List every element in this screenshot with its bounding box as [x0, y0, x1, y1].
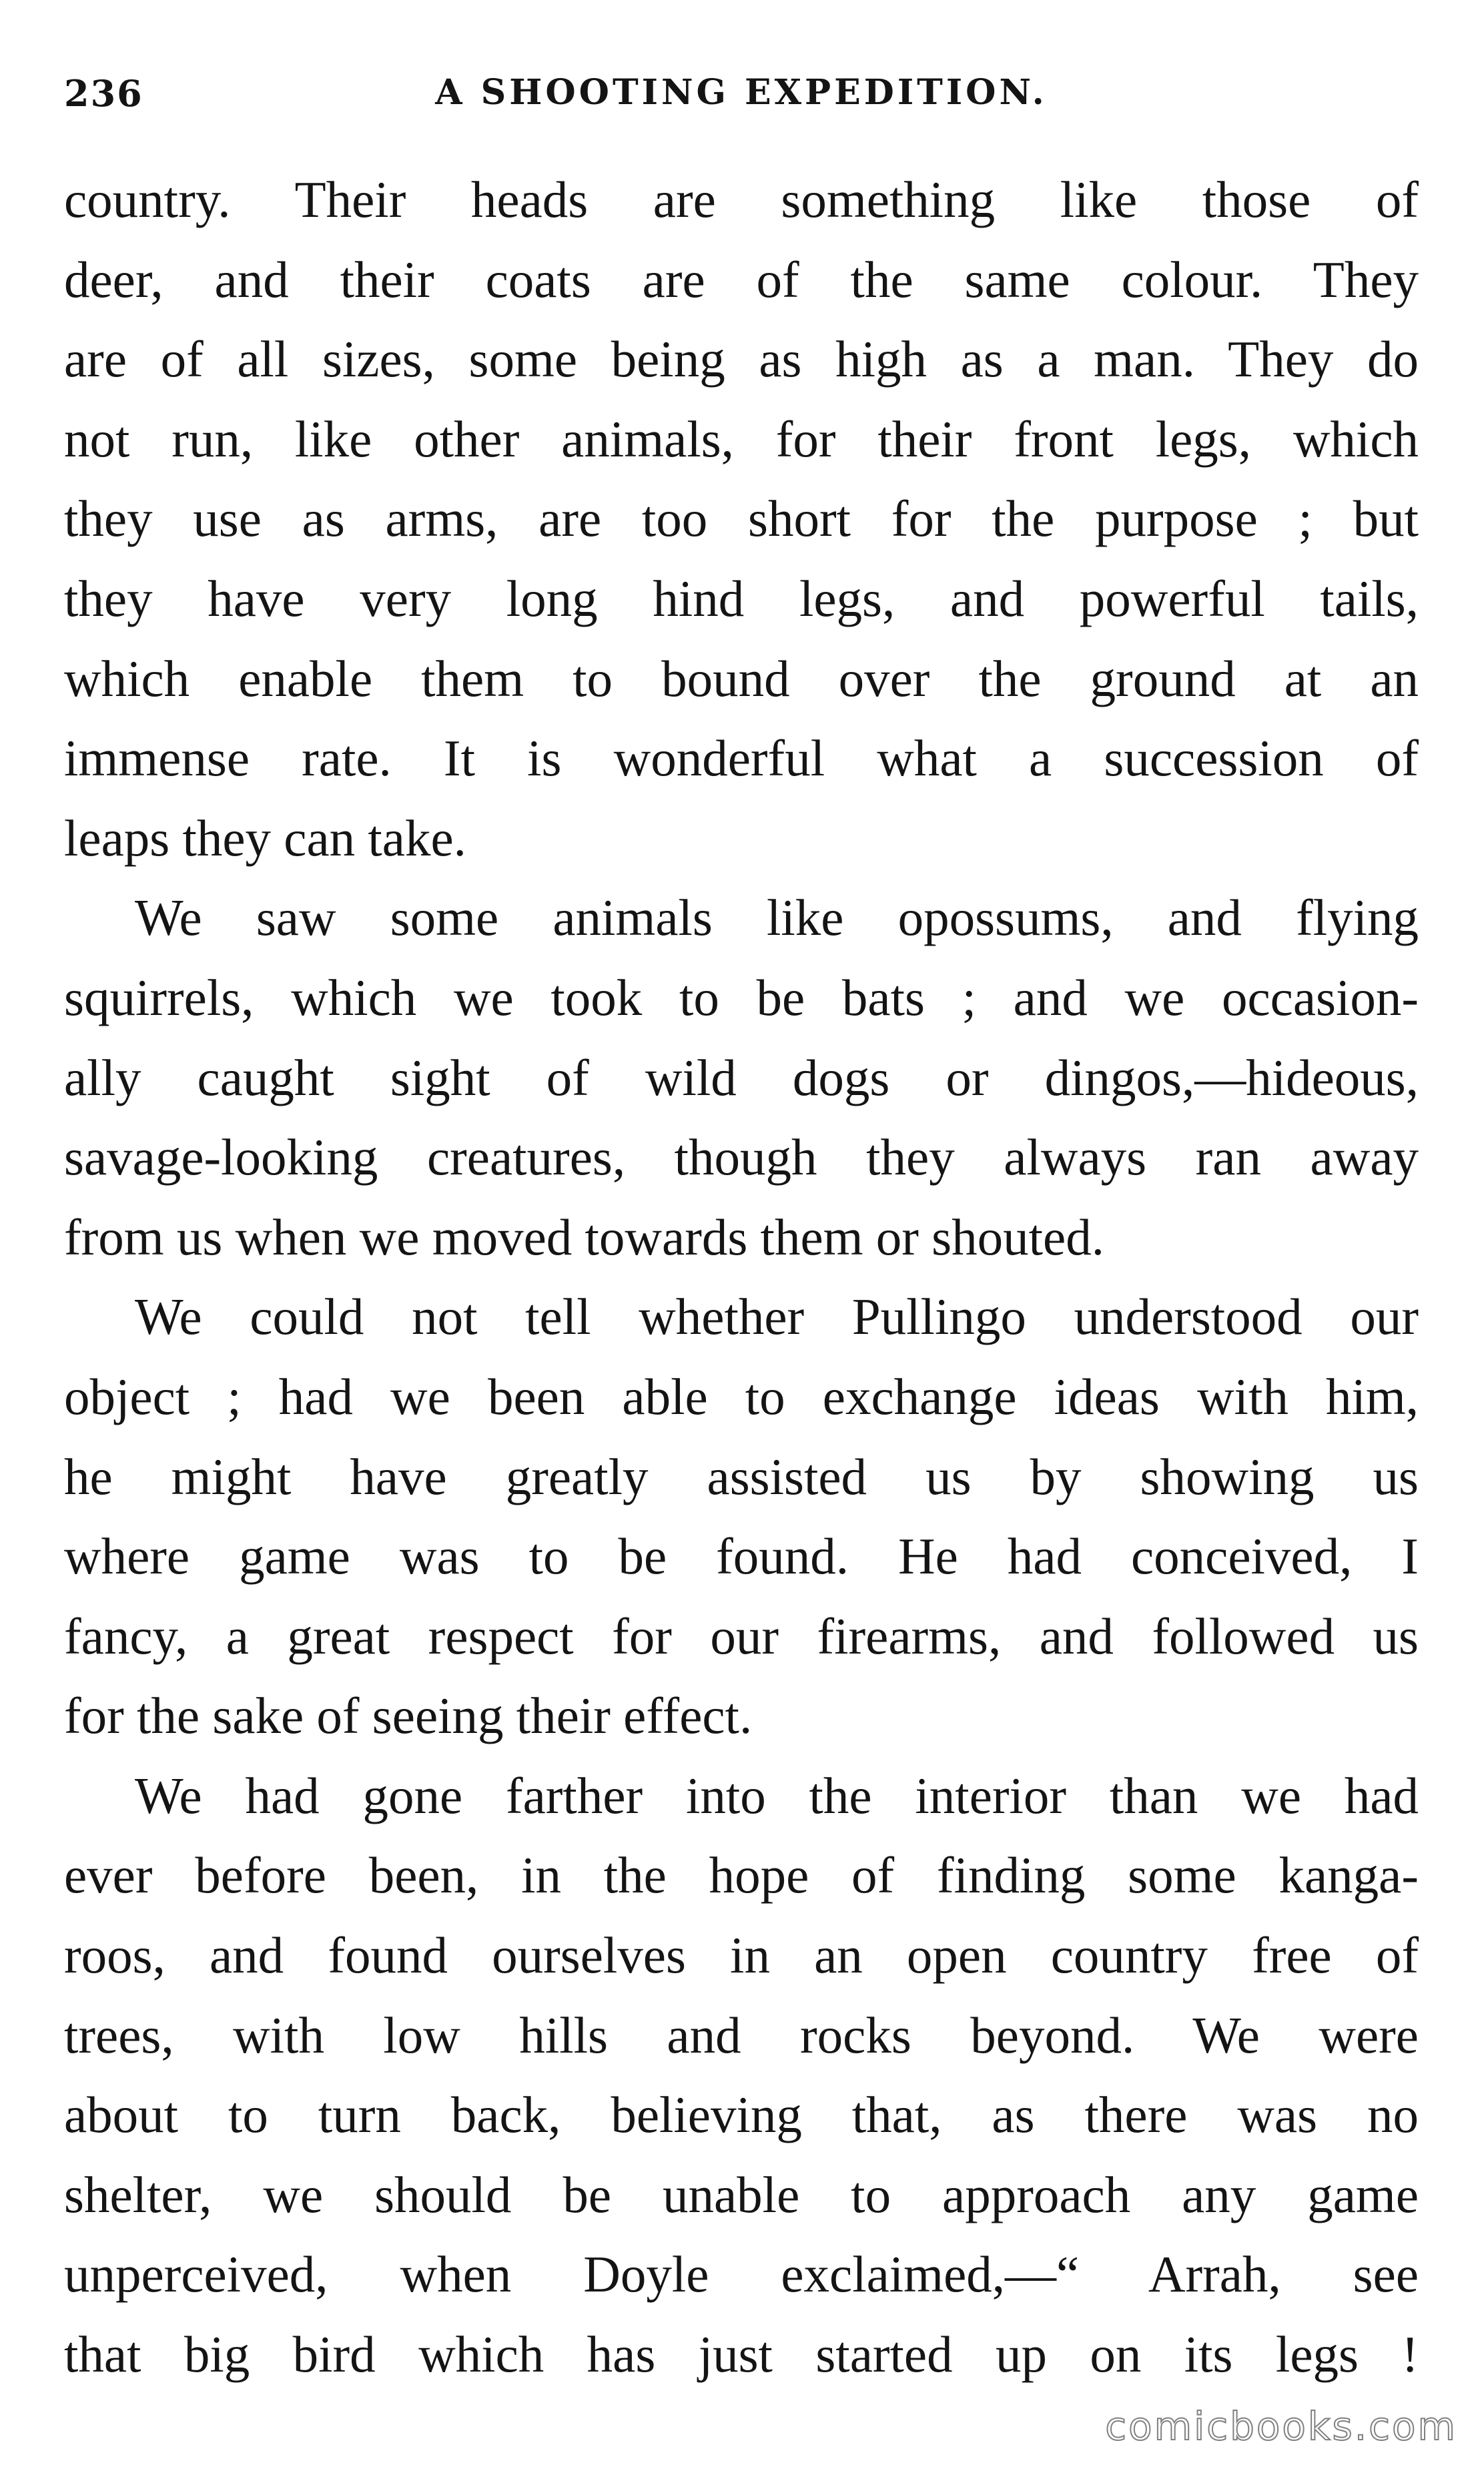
text-line: immense rate. It is wonderful what a succession of: [64, 729, 1419, 787]
text-line: fancy, a great respect for our firearms, and followed us: [64, 1607, 1419, 1665]
running-head: A SHOOTING EXPEDITION.: [435, 72, 1048, 113]
text-line: that big bird which has just started up on its legs !: [64, 2326, 1419, 2384]
page-number: 236: [64, 72, 143, 115]
text-line: they have very long hind legs, and powerful tails,: [64, 569, 1419, 627]
text-line: for the sake of seeing their effect.: [64, 1687, 753, 1745]
text-line: object ; had we been able to exchange ideas with him,: [64, 1367, 1419, 1425]
text-line: squirrels, which we took to be bats ; and we occasion-: [64, 968, 1419, 1026]
text-line: which enable them to bound over the ground at an: [64, 649, 1419, 707]
text-line: about to turn back, believing that, as there was no: [64, 2086, 1419, 2144]
text-line: country. Their heads are something like those of: [64, 171, 1419, 228]
text-line: leaps they can take.: [64, 809, 466, 867]
text-line: deer, and their coats are of the same colour. They: [64, 250, 1419, 308]
text-line: unperceived, when Doyle exclaimed,—“ Arrah, see: [64, 2245, 1419, 2303]
text-line: trees, with low hills and rocks beyond. We were: [64, 2006, 1419, 2064]
text-line: they use as arms, are too short for the purpose ; but: [64, 490, 1419, 548]
text-line: We saw some animals like opossums, and flying: [135, 889, 1419, 947]
text-line: ally caught sight of wild dogs or dingos,—hideous,: [64, 1048, 1419, 1106]
text-line: We had gone farther into the interior than we had: [135, 1766, 1419, 1824]
text-line: where game was to be found. He had conceived, I: [64, 1527, 1419, 1585]
text-line: from us when we moved towards them or shouted.: [64, 1208, 1104, 1266]
page-header: [64, 72, 1419, 120]
text-line: he might have greatly assisted us by showing us: [64, 1447, 1419, 1505]
text-line: We could not tell whether Pullingo understood our: [135, 1288, 1419, 1346]
text-line: are of all sizes, some being as high as a man. They do: [64, 330, 1419, 388]
body-text: [64, 160, 1419, 2395]
text-line: not run, like other animals, for their front legs, which: [64, 410, 1419, 468]
text-line: savage-looking creatures, though they always ran away: [64, 1128, 1419, 1186]
text-line: ever before been, in the hope of finding some kanga-: [64, 1846, 1419, 1904]
text-line: roos, and found ourselves in an open country free of: [64, 1926, 1419, 1985]
watermark: comicbooks.com: [1105, 2404, 1457, 2449]
text-line: shelter, we should be unable to approach any game: [64, 2165, 1419, 2223]
